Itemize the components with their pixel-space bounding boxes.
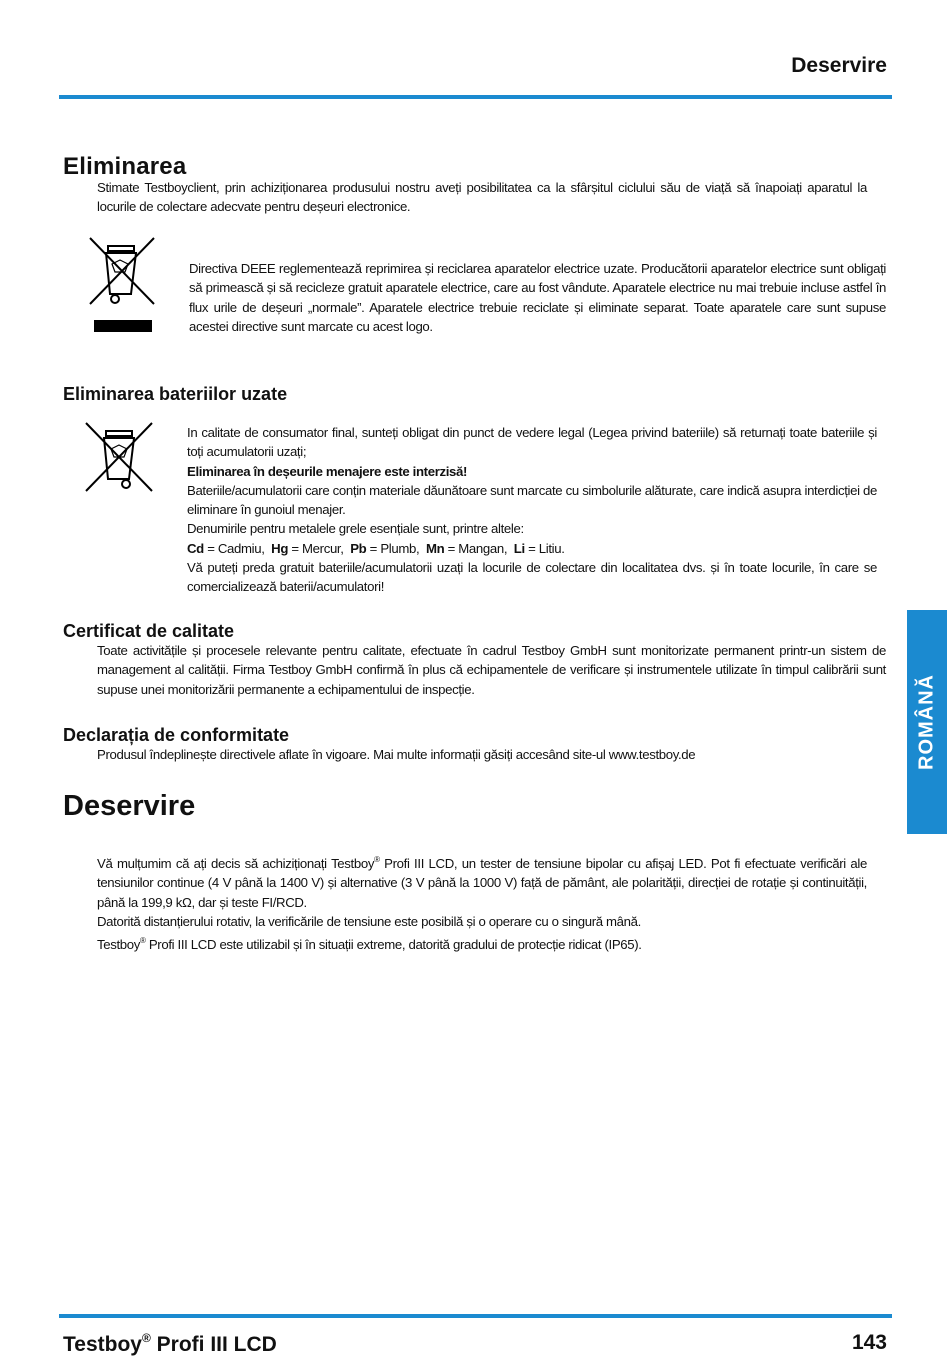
section-heading-deservire: Deservire xyxy=(63,790,196,822)
section-heading-declaratia: Declarația de conformitate xyxy=(63,725,290,745)
crossed-out-bin-icon xyxy=(84,421,154,493)
crossed-out-wheelie-bin-icon xyxy=(88,236,156,308)
section-heading-batteries: Eliminarea bateriilor uzate xyxy=(63,384,288,404)
section-heading-eliminarea: Eliminarea xyxy=(63,153,187,180)
eliminarea-intro: Stimate Testboyclient, prin achiziționarea produsului nostru aveți posibilitatea ca la sfârșitul ciclului său de viață să înapoiați aparatul la locurile de colectare adecvate pentru deșeuri electronice. xyxy=(97,180,867,215)
batteries-warning: Eliminarea în deșeurile menajere este interzisă! xyxy=(187,463,468,479)
heavy-metals-list: Cd = Cadmiu, Hg = Mercur, Pb = Plumb, Mn = Mangan, Li = Litiu. xyxy=(187,540,565,556)
header-rule xyxy=(59,95,892,99)
language-tab xyxy=(907,610,947,834)
language-tab-label: ROMÂNĂ xyxy=(915,674,938,770)
deservire-text: Vă mulțumim că ați decis să achiziționați Testboy® Profi III LCD, un tester de tensiune bipolar cu afișaj LED. Pot fi efectuate verificări ale tensiunilor continue (4 V până la 1400 V) și alternative (3 V până la 1000 V) față de pământ, ale polarității, direcției de rotație și continuității, până la 199,9 kΩ, dar și teste FI/RCD. Datorită distanțierului rotativ, la verificările de tensiune este posibilă și o operare cu o singură mână. Testboy® Profi III LCD este utilizabil și în situații extreme, datorită gradului de protecție ridicat (IP65). xyxy=(97,855,867,953)
batteries-text: In calitate de consumator final, sunteți obligat din punct de vedere legal (Legea privind bateriile) să returnați toate bateriile și toți acumulatorii uzați; Eliminarea în deșeurile menajere este interzisă! Bateriile/acumulatorii care conțin materiale dăunătoare sunt marcate cu simbolurile alăturate, care indică asupra interdicției de eliminare în gunoiul menajer. Denumirile pentru metalele grele esențiale sunt, printre altele: Cd = Cadmiu, Hg = Mercur, Pb = Plumb, Mn = Mangan, Li = Litiu. Vă puteți preda gratuit bateriile/acumulatorii uzați la locurile de colectare din localitatea dvs. și în toate locurile, în care se comercializează baterii/acumulatori! xyxy=(187,425,877,595)
section-heading-certificat: Certificat de calitate xyxy=(63,621,235,641)
header-title: Deservire xyxy=(791,54,887,77)
certificat-text: Toate activitățile și procesele relevante pentru calitate, efectuate în cadrul Testboy GmbH sunt monitorizate permanent printr-un sistem de management al calității. Firma Testboy GmbH confirmă în plus că echipamentele de verificare și instrumentele utilizate în timpul calibrării sunt supuse unei monitorizării permanente a echipamentului de inspecție. xyxy=(97,643,886,697)
footer-product-name: Testboy® Profi III LCD xyxy=(63,1331,277,1356)
weee-black-bar xyxy=(94,320,152,332)
page-number: 143 xyxy=(851,1331,887,1354)
weee-directive-text: Directiva DEEE reglementează reprimirea și reciclarea aparatelor electrice uzate. Producătorii aparatelor electrice sunt obligați să primească și să recicleze gratuit aparatele electrice, care au fost vândute. Aparatele electrice nu mai trebuie incluse astfel în flux urile de deșeuri „normale”. Aparatele electrice trebuie reciclate și eliminate separat. Toate aparatele care sunt supuse acestei directive sunt marcate cu acest logo. xyxy=(189,261,886,334)
footer-rule xyxy=(59,1314,892,1318)
declaratia-text: Produsul îndeplinește directivele aflate în vigoare. Mai multe informații găsiți accesând site-ul www.testboy.de xyxy=(97,747,696,762)
